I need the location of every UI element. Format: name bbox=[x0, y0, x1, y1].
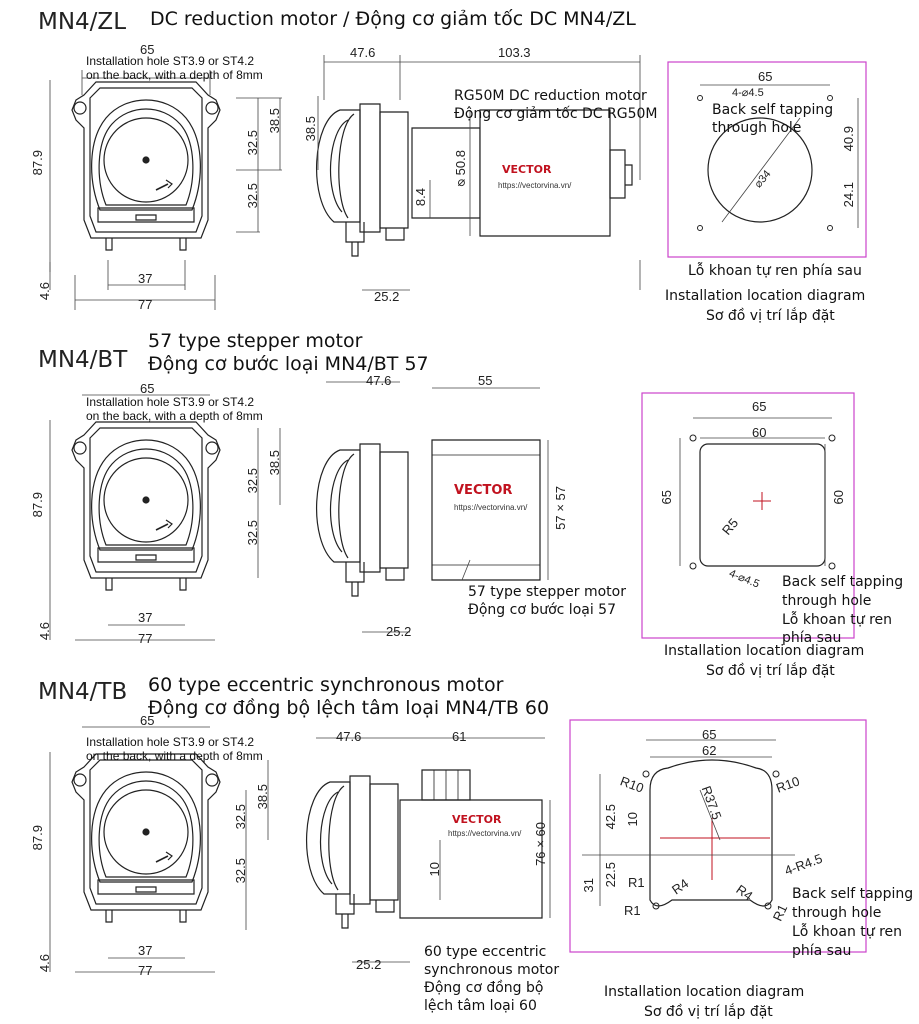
s3-brand-name: VECTOR bbox=[452, 813, 502, 826]
section3-heading-2: Động cơ đồng bộ lệch tâm loại MN4/TB 60 bbox=[148, 697, 550, 719]
s3-dim-offset: 10 bbox=[427, 862, 442, 877]
s2-hole-callout-3: Lỗ khoan tự ren bbox=[782, 612, 893, 628]
section2-heading-1: 57 type stepper motor bbox=[148, 330, 363, 352]
s2-brand-name: VECTOR bbox=[454, 483, 513, 498]
s3-dim-height: 87.9 bbox=[30, 825, 45, 851]
s2-dim-base: 4.6 bbox=[37, 622, 52, 641]
s1-dim-offset: 8.4 bbox=[413, 188, 428, 207]
s1-brand-url: https://vectorvina.vn/ bbox=[498, 181, 572, 190]
s3-caption-en: Installation location diagram bbox=[604, 984, 805, 1000]
section1-heading: DC reduction motor / Động cơ giảm tốc DC MN4/ZL bbox=[150, 8, 636, 30]
s2-inst-radius: R5 bbox=[718, 515, 742, 538]
s1-install-note-1: Installation hole ST3.9 or ST4.2 bbox=[86, 54, 255, 68]
s3-dim-width-top: 65 bbox=[140, 713, 155, 728]
s2-dim-h1: 38.5 bbox=[267, 450, 282, 476]
s3-install-note-1: Installation hole ST3.9 or ST4.2 bbox=[86, 735, 255, 749]
s1-dim-h1: 38.5 bbox=[267, 108, 282, 134]
s1-caption-vi: Sơ đồ vị trí lắp đặt bbox=[706, 308, 835, 324]
section3-heading-1: 60 type eccentric synchronous motor bbox=[148, 674, 504, 696]
s3-inst-r1b: R1 bbox=[624, 903, 641, 918]
s1-dim-motor-len: 103.3 bbox=[498, 45, 531, 60]
s3-inst-r1a: R1 bbox=[628, 875, 645, 890]
s2-inst-h-inner: 60 bbox=[831, 490, 846, 505]
s1-dim-bottom-width: 77 bbox=[138, 297, 153, 312]
s3-inst-h4: 31 bbox=[581, 878, 596, 893]
section2-model: MN4/BT bbox=[38, 347, 128, 373]
s3-inst-r10a: R10 bbox=[618, 773, 646, 796]
s2-dim-motor-len: 55 bbox=[478, 373, 493, 388]
s3-inst-h2: 10 bbox=[625, 812, 640, 827]
s1-inst-d2: 24.1 bbox=[841, 182, 856, 208]
s2-dim-h3: 32.5 bbox=[245, 520, 260, 546]
s2-motor-callout-en: 57 type stepper motor bbox=[468, 584, 626, 600]
s3-dim-bottom-gap: 37 bbox=[138, 943, 153, 958]
s3-motor-callout-2: synchronous motor bbox=[424, 962, 560, 978]
s1-dim-h2: 32.5 bbox=[245, 130, 260, 156]
s1-dim-width-top: 65 bbox=[140, 42, 155, 57]
s2-dim-height: 87.9 bbox=[30, 492, 45, 518]
s1-inst-center: ⌀34 bbox=[752, 168, 774, 191]
s2-hole-callout-2: through hole bbox=[782, 593, 872, 609]
s3-caption-vi: Sơ đồ vị trí lắp đặt bbox=[644, 1004, 773, 1020]
s1-motor-callout-vi: Động cơ giảm tốc DC RG50M bbox=[454, 106, 658, 122]
s3-hole-callout-2: through hole bbox=[792, 905, 882, 921]
s3-dim-h2: 32.5 bbox=[233, 804, 248, 830]
section1-model: MN4/ZL bbox=[38, 9, 127, 35]
s3-inst-holes: 4-R4.5 bbox=[782, 850, 825, 879]
s1-dim-side-bottom: 25.2 bbox=[374, 289, 400, 304]
section3-model: MN4/TB bbox=[38, 679, 128, 705]
s3-dim-motor-len: 61 bbox=[452, 729, 467, 744]
s3-hole-callout-3: Lỗ khoan tự ren bbox=[792, 924, 903, 940]
s3-hole-callout-1: Back self tapping bbox=[792, 886, 914, 902]
s2-hole-callout-1: Back self tapping bbox=[782, 574, 904, 590]
s1-inst-holes: 4-⌀4.5 bbox=[732, 87, 764, 99]
s3-inst-h3: 22.5 bbox=[603, 862, 618, 888]
s1-caption-en: Installation location diagram bbox=[665, 288, 866, 304]
section2-heading-2: Động cơ bước loại MN4/BT 57 bbox=[148, 353, 429, 375]
s1-install-note-2: on the back, with a depth of 8mm bbox=[86, 68, 263, 82]
s3-dim-depth: 47.6 bbox=[336, 729, 362, 744]
s3-inst-r4a: R4 bbox=[669, 875, 692, 898]
s2-dim-side-bottom: 25.2 bbox=[386, 624, 412, 639]
s3-inst-r37: R37.5 bbox=[698, 783, 725, 822]
s3-inst-r1c: R1 bbox=[769, 901, 791, 924]
s2-hole-callout-4: phía sau bbox=[782, 630, 842, 646]
s1-dim-dia: ⌀50.8 bbox=[453, 150, 468, 191]
s3-install-note-2: on the back, with a depth of 8mm bbox=[86, 749, 263, 763]
s3-inst-r10b: R10 bbox=[774, 773, 802, 796]
s3-brand-url: https://vectorvina.vn/ bbox=[448, 829, 522, 838]
s2-caption-vi: Sơ đồ vị trí lắp đặt bbox=[706, 663, 835, 679]
s2-dim-width-top: 65 bbox=[140, 381, 155, 396]
s3-inst-r4b: R4 bbox=[733, 881, 756, 904]
s2-install-note-2: on the back, with a depth of 8mm bbox=[86, 409, 263, 423]
s2-inst-w-inner: 60 bbox=[752, 425, 767, 440]
s1-hole-callout-vi: Lỗ khoan tự ren phía sau bbox=[688, 263, 862, 279]
s1-motor-callout-en: RG50M DC reduction motor bbox=[454, 88, 647, 104]
s2-dim-bottom-gap: 37 bbox=[138, 610, 153, 625]
s1-inst-d1: 40.9 bbox=[841, 126, 856, 152]
s3-dim-size: 76×60 bbox=[533, 822, 548, 866]
s1-dim-h3: 32.5 bbox=[245, 183, 260, 209]
s3-dim-bottom-width: 77 bbox=[138, 963, 153, 978]
s3-dim-h1: 38.5 bbox=[255, 784, 270, 810]
s1-brand-name: VECTOR bbox=[502, 163, 552, 176]
s2-brand-url: https://vectorvina.vn/ bbox=[454, 503, 528, 512]
s2-install-note-1: Installation hole ST3.9 or ST4.2 bbox=[86, 395, 255, 409]
s3-motor-callout-4: lệch tâm loại 60 bbox=[424, 998, 537, 1014]
s1-inst-w: 65 bbox=[758, 69, 773, 84]
section3-side-view bbox=[307, 738, 550, 962]
s1-hole-callout-1: Back self tapping bbox=[712, 102, 834, 118]
s1-dim-bottom-gap: 37 bbox=[138, 271, 153, 286]
s3-inst-w2: 62 bbox=[702, 743, 717, 758]
s2-dim-h2: 32.5 bbox=[245, 468, 260, 494]
s3-inst-w1: 65 bbox=[702, 727, 717, 742]
s3-dim-side-bottom: 25.2 bbox=[356, 957, 382, 972]
s3-motor-callout-3: Động cơ đồng bộ bbox=[424, 980, 544, 996]
s2-dim-bottom-width: 77 bbox=[138, 631, 153, 646]
s1-hole-callout-2: through hole bbox=[712, 120, 802, 136]
s1-dim-depth: 47.6 bbox=[350, 45, 376, 60]
s1-dim-base: 4.6 bbox=[37, 282, 52, 301]
s2-inst-holes: 4-⌀4.5 bbox=[727, 567, 762, 591]
section3-front-view bbox=[50, 727, 268, 972]
s3-hole-callout-4: phía sau bbox=[792, 943, 852, 959]
s2-inst-w-outer: 65 bbox=[752, 399, 767, 414]
s2-motor-callout-vi: Động cơ bước loại 57 bbox=[468, 602, 616, 618]
s3-motor-callout-1: 60 type eccentric bbox=[424, 944, 547, 960]
s2-dim-size: 57×57 bbox=[553, 486, 568, 530]
section1-install-diagram bbox=[668, 62, 866, 257]
s1-dim-side-h: 38.5 bbox=[303, 116, 318, 142]
section2-front-view bbox=[50, 395, 280, 640]
s2-dim-depth: 47.6 bbox=[366, 373, 392, 388]
s3-dim-h3: 32.5 bbox=[233, 858, 248, 884]
s2-caption-en: Installation location diagram bbox=[664, 643, 865, 659]
s2-inst-h-outer: 65 bbox=[659, 490, 674, 505]
s3-dim-base: 4.6 bbox=[37, 954, 52, 973]
s1-dim-height: 87.9 bbox=[30, 150, 45, 176]
s3-inst-h1: 42.5 bbox=[603, 804, 618, 830]
